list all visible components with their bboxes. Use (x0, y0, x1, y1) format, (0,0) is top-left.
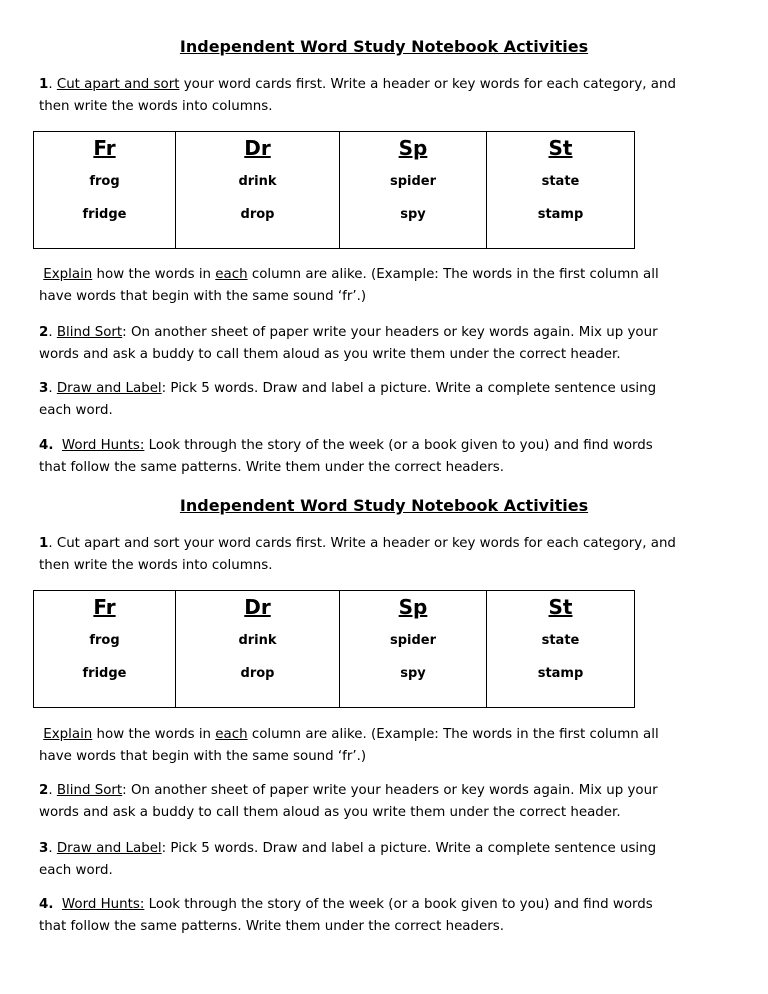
step-keyword: Draw and Label (56, 841, 162, 856)
sort-word: spy (400, 207, 426, 222)
word-sort-table (33, 131, 635, 249)
sort-word: state (541, 633, 580, 648)
explain-keyword: Explain (43, 267, 93, 282)
step-keyword: Cut apart and sort (56, 77, 180, 92)
sort-word: drop (240, 666, 275, 681)
explain-instruction (39, 264, 679, 308)
step-keyword: Blind Sort (56, 783, 123, 798)
step-text: your word cards first. Write a header or key words for each category, and then write the words into columns. (39, 77, 676, 114)
column-header: St (548, 136, 573, 160)
word-sort-table (33, 590, 635, 708)
column-header: Sp (398, 595, 428, 619)
explain-instruction (39, 724, 679, 768)
step-number: 4. (39, 438, 54, 453)
sort-word: fridge (82, 666, 127, 681)
sort-column (487, 591, 635, 708)
column-header: Fr (93, 136, 116, 160)
each-keyword: each (215, 267, 248, 282)
sort-word: fridge (82, 207, 127, 222)
step-text: Look through the story of the week (or a book given to you) and find words that follow the same patterns. Write them under the correct headers. (39, 438, 653, 475)
section-title: Independent Word Study Notebook Activities (179, 496, 589, 515)
step-number: 2 (39, 325, 49, 340)
step-3: 3. Draw and Label: Pick 5 words. Draw and label a picture. Write a complete sentence using each word. (39, 841, 657, 878)
step-keyword: Word Hunts: (61, 897, 145, 912)
step-text: : On another sheet of paper write your headers or key words again. Mix up your words and ask a buddy to call them aloud as you write them under the correct header. (39, 325, 658, 362)
sort-word: spider (389, 174, 437, 189)
step-number: 3 (39, 381, 49, 396)
sort-column (176, 591, 340, 708)
step-keyword: Draw and Label (56, 381, 162, 396)
step-number: 2 (39, 783, 49, 798)
step-text: : Pick 5 words. Draw and label a picture. Write a complete sentence using each word. (39, 841, 657, 878)
column-header: St (548, 595, 573, 619)
sort-column (34, 591, 176, 708)
explain-text: column are alike. (Example: The words in the first column all have words that begin with the same sound ‘fr’.) (39, 727, 659, 764)
explain-text: how the words in (92, 267, 216, 282)
sort-word: stamp (537, 666, 584, 681)
column-header: Dr (244, 595, 271, 619)
step-number: 1 (39, 77, 49, 92)
explain-text: how the words in (92, 727, 216, 742)
sort-word: stamp (537, 207, 584, 222)
step-number: 1 (39, 536, 49, 551)
step-text: : Pick 5 words. Draw and label a picture. Write a complete sentence using each word. (39, 381, 657, 418)
step-keyword: Word Hunts: (61, 438, 145, 453)
sort-word: spy (400, 666, 426, 681)
column-header: Sp (398, 136, 428, 160)
sort-word: state (541, 174, 580, 189)
step-4 (39, 435, 679, 479)
step-3: 3. Draw and Label: Pick 5 words. Draw and label a picture. Write a complete sentence using each word. (39, 381, 657, 418)
sort-word: drink (238, 174, 277, 189)
section-title: Independent Word Study Notebook Activities (179, 37, 589, 56)
step-number: 4. (39, 897, 54, 912)
step-number: 3 (39, 841, 49, 856)
explain-keyword: Explain (43, 727, 93, 742)
step-text: : On another sheet of paper write your headers or key words again. Mix up your words and ask a buddy to call them aloud as you write them under the correct header. (39, 783, 658, 820)
sort-word: drop (240, 207, 275, 222)
column-header: Dr (244, 136, 271, 160)
step-text: Cut apart and sort your word cards first. Write a header or key words for each category, and then write the words into columns. (39, 536, 676, 573)
step-1: 1. Cut apart and sort your word cards first. Write a header or key words for each category, and then write the words into columns. (39, 77, 676, 114)
step-text: Look through the story of the week (or a book given to you) and find words that follow the same patterns. Write them under the correct headers. (39, 897, 653, 934)
each-keyword: each (215, 727, 248, 742)
sort-column (176, 132, 340, 249)
sort-column (340, 591, 487, 708)
step-2: 2. Blind Sort: On another sheet of paper write your headers or key words again. Mix up your words and ask a buddy to call them aloud as you write them under the correct header. (39, 325, 658, 362)
step-keyword: Blind Sort (56, 325, 123, 340)
step-2: 2. Blind Sort: On another sheet of paper write your headers or key words again. Mix up your words and ask a buddy to call them aloud as you write them under the correct header. (39, 783, 658, 820)
sort-word: frog (89, 633, 120, 648)
sort-column (34, 132, 176, 249)
sort-word: drink (238, 633, 277, 648)
column-header: Fr (93, 595, 116, 619)
step-4 (39, 894, 679, 938)
sort-word: frog (89, 174, 120, 189)
explain-text: column are alike. (Example: The words in the first column all have words that begin with the same sound ‘fr’.) (39, 267, 659, 304)
sort-column (340, 132, 487, 249)
sort-word: spider (389, 633, 437, 648)
step-1: 1. Cut apart and sort your word cards first. Write a header or key words for each category, and then write the words into columns. (39, 536, 676, 573)
sort-column (487, 132, 635, 249)
